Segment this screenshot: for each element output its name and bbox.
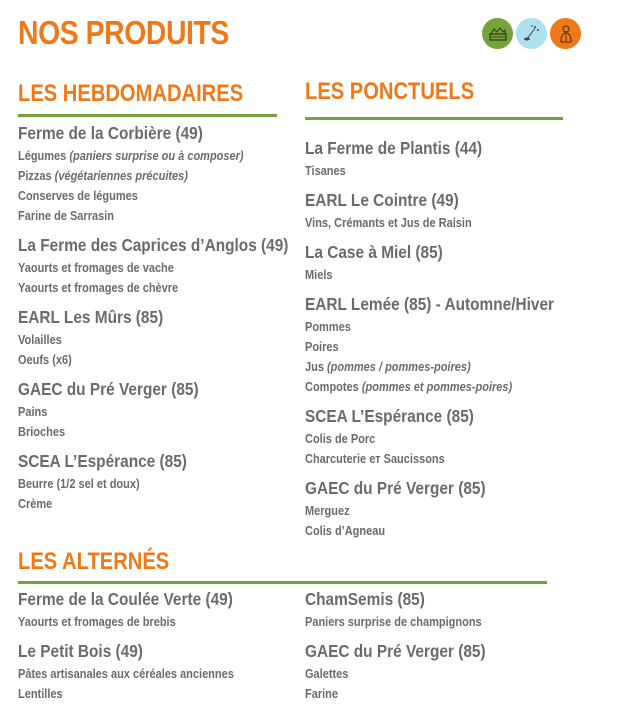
producer-block <box>18 640 263 704</box>
product-item: Galettes <box>305 667 349 681</box>
section-title-hebdomadaires: LES HEBDOMADAIRES <box>18 80 244 107</box>
producer-name: SCEA L’Espérance (85) <box>305 406 474 426</box>
product-item: Oeufs (x6) <box>18 353 72 367</box>
producer-name: GAEC du Pré Verger (85) <box>18 379 199 399</box>
product-item: Paniers surprise de champignons <box>305 615 482 629</box>
product-item: Beurre (1/2 sel et doux) <box>18 477 140 491</box>
product-item: Merguez <box>305 504 350 518</box>
product-item: Crème <box>18 497 53 511</box>
product-item: Tisanes <box>305 164 346 178</box>
producer-block <box>18 450 325 514</box>
product-item: Jus (pommes / pommes-poires) <box>305 360 471 374</box>
producer-block <box>305 293 588 397</box>
product-item: Poires <box>305 340 339 354</box>
product-item: Pommes <box>305 320 351 334</box>
page-title: NOS PRODUITS <box>18 14 229 51</box>
producer-block <box>18 234 325 298</box>
producer-name: EARL Les Mûrs (85) <box>18 307 164 327</box>
product-item: Farine de Sarrasin <box>18 209 114 223</box>
producer-name: La Ferme des Caprices d’Anglos (49) <box>18 235 289 255</box>
product-item: Volailles <box>18 333 62 347</box>
product-item: Yaourts et fromages de brebis <box>18 615 176 629</box>
product-item: Charcuterie ет Saucissons <box>305 452 445 466</box>
section-title-ponctuels: LES PONCTUELS <box>305 78 475 105</box>
farmer-logo-icon <box>550 18 581 49</box>
producer-name: Ferme de la Coulée Verte (49) <box>18 589 233 609</box>
producer-block <box>305 241 588 285</box>
ponctuels-list <box>305 137 588 549</box>
producer-name: Ferme de la Corbière (49) <box>18 123 203 143</box>
producer-block <box>305 477 588 541</box>
producer-block <box>18 122 325 226</box>
section-title-alternes: LES ALTERNÉS <box>18 548 170 575</box>
producer-block <box>305 588 510 632</box>
product-item: Brioches <box>18 425 66 439</box>
alternes-left-list <box>18 588 263 712</box>
product-item: Farine <box>305 687 339 701</box>
producer-block <box>18 306 325 370</box>
hebdomadaires-list <box>18 122 325 522</box>
producer-name: GAEC du Pré Verger (85) <box>305 641 486 661</box>
herb-branch-logo-icon <box>516 18 547 49</box>
product-item: Vins, Crémants et Jus de Raisin <box>305 216 472 230</box>
product-item: Yaourts et fromages de vache <box>18 261 174 275</box>
producer-block <box>305 137 588 181</box>
partner-logos <box>482 18 581 49</box>
producer-block <box>18 378 325 442</box>
section-divider <box>18 581 547 584</box>
product-item: Compotes (pommes et pommes-poires) <box>305 380 513 394</box>
section-divider <box>305 117 563 120</box>
product-item: Pains <box>18 405 48 419</box>
producer-name: EARL Le Cointre (49) <box>305 190 459 210</box>
producer-name: EARL Lemée (85) - Automne/Hiver <box>305 294 555 314</box>
product-item: Yaourts et fromages de chèvre <box>18 281 179 295</box>
producer-name: ChamSemis (85) <box>305 589 425 609</box>
producer-block <box>305 640 510 704</box>
producer-name: Le Petit Bois (49) <box>18 641 143 661</box>
producer-block <box>305 189 588 233</box>
product-item: Pizzas (végétariennes précuites) <box>18 169 188 183</box>
alternes-right-list <box>305 588 510 712</box>
section-divider <box>18 114 277 117</box>
farm-basket-logo-icon <box>482 18 513 49</box>
product-item: Légumes (paniers surprise ou à composer) <box>18 149 244 163</box>
producer-block <box>305 405 588 469</box>
producer-name: La Case à Miel (85) <box>305 242 443 262</box>
product-item: Pâtes artisanales aux céréales anciennes <box>18 667 234 681</box>
producer-name: La Ferme de Plantis (44) <box>305 138 483 158</box>
product-item: Lentilles <box>18 687 63 701</box>
producer-name: GAEC du Pré Verger (85) <box>305 478 486 498</box>
product-item: Colis d’Agneau <box>305 524 386 538</box>
product-item: Colis de Porc <box>305 432 376 446</box>
producer-name: SCEA L’Espérance (85) <box>18 451 187 471</box>
product-item: Conserves de légumes <box>18 189 138 203</box>
product-item: Miels <box>305 268 333 282</box>
producer-block <box>18 588 263 632</box>
